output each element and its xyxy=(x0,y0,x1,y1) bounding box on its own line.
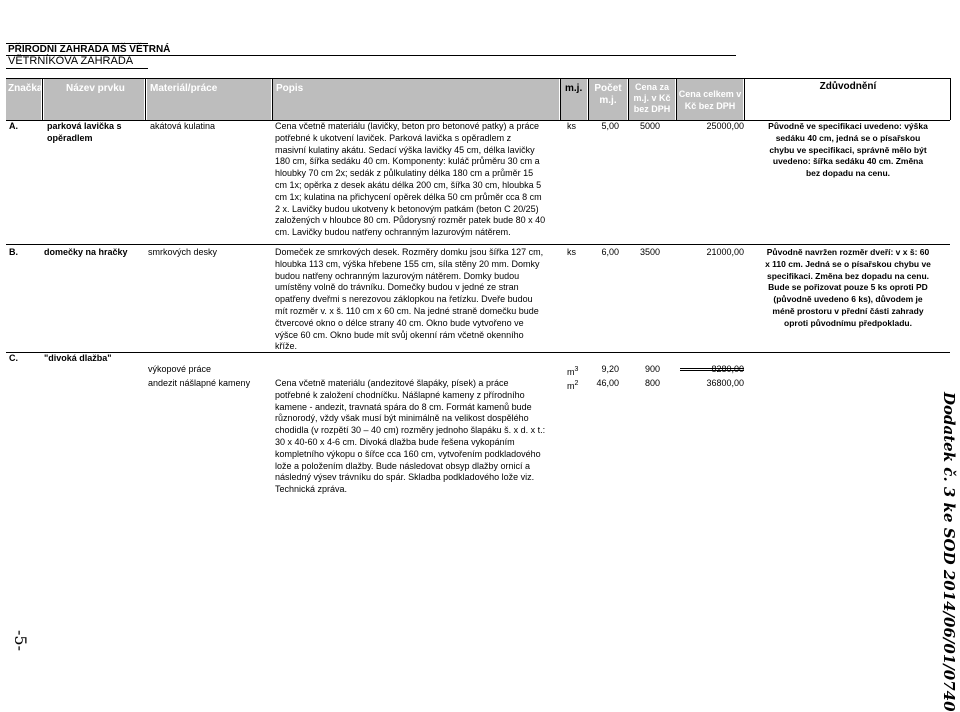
row-b-pocet: 6,00 xyxy=(601,247,619,257)
row-c2-mj: $m^2$ xyxy=(567,380,579,391)
row-b-mj: ks xyxy=(567,247,576,257)
row-c-nazev: "divoká dlažba" xyxy=(44,353,112,363)
row-c1-material: výkopové práce xyxy=(148,364,212,374)
row-c2-popis: Cena včetně materiálu (andezitové šlapáky, písek) a práce potřebné k založení chodníčku. Nášlapné kameny z přírodního kamene - andezit, travnatá spára do 8 cm. Formát kamenů bude různorodý, vždy však musí být minimálně na velikost dospělého chodidla (v rozpětí 30 – 40 cm) rozměry jednoho šlapáku š. x d. x t.: 30 x 40-60 x 4-6 cm. Divoká dlažba bude řešena vykopáním kompletního výkopu o šířce cca 160 cm, vytvořením podkladového lože a položením dlažby. Bude následovat obsyp dlažby ornicí a následný výsev trávníku do spár. Skladba podkladového lože viz. Technická zpráva. xyxy=(275,378,546,495)
row-c1-cena-za: 900 xyxy=(644,364,660,374)
row-c2-mj-exponent: 2 xyxy=(574,380,579,387)
row-c2-material: andezit nášlapné kameny xyxy=(148,378,251,388)
row-a-nazev: parková lavička s opěradlem xyxy=(47,121,122,143)
col-znacka: Značka xyxy=(8,83,43,94)
row-a-znacka: A. xyxy=(9,121,18,131)
row-b-cena-za: 3500 xyxy=(639,247,660,257)
row-b-nazev: domečky na hračky xyxy=(44,247,128,257)
row-c-znacka: C. xyxy=(9,353,18,363)
row-a-pocet: 5,00 xyxy=(601,121,619,131)
row-a-cena-celkem: 25000,00 xyxy=(706,121,744,131)
handwritten-note: Dodatek č. 3 ke SOD 2014/06/01/0740 xyxy=(940,392,958,712)
row-c1-pocet: 9,20 xyxy=(601,364,619,374)
row-c1-cena-celkem: 8280,00 xyxy=(711,364,744,374)
col-nazev: Název prvku xyxy=(66,83,125,94)
row-a-zduvodneni: Původně ve specifikaci uvedeno: výška sedáku 40 cm, jedná se o písařskou chybu ve specifikaci, správně mělo být uvedeno: šířka sedáku 40 cm. Změna bez dopadu na cenu. xyxy=(768,121,928,179)
row-b-znacka: B. xyxy=(9,247,18,257)
row-b-popis: Domeček ze smrkových desek. Rozměry domku jsou šířka 127 cm, hloubka 113 cm, výška hřebene 155 cm, síla stěny 20 mm. Domky budou natřeny ochranným lazurovým nátěrem. Domky budou umístěny volně do trávníku. Domečky budou v jedné ze stran opatřeny dveřmi s nerezovou záklopkou na řetízku. Dveře budou mít rozměr v. x š. 110 cm x 60 cm. Na jedné straně domečku bude čtvercové okno o délce strany 40 cm. Okno bude vytvořeno ve výšce 60 cm. Okno bude mít svůj okenní rám včetně okenního kříže. xyxy=(275,247,544,352)
title-line-2: VĚTRNÍKOVA ZAHRADA xyxy=(8,55,134,67)
col-material: Materiál/práce xyxy=(150,83,218,94)
page-mark: -5- xyxy=(11,630,30,651)
row-c2-cena-za: 800 xyxy=(644,378,660,388)
row-a-popis: Cena včetně materiálu (lavičky, beton pro betonové patky) a práce potřebné k ukotvení laviček. Parková lavička s opěradlem z masivní kulatiny akátu. Sedací výška lavičky 45 cm, délka lavičky 180 cm, šířka sedáku 40 cm. Komponenty: kuláč průměru 30 cm a hloubky 70 cm 2x; sedák z půlkulatiny délka 180 cm a průměr 15 cm 1x; opěrka z desek akátu délka 200 cm, šířka 30 cm, hloubka 5 cm 1x; kulatina na přichycení opěrek délka 50 cm průměr cca 8 cm 2 x. Lavičky budou ukotveny k betonovým patkám (beton C 20/25) založených v hloubce 80 cm. Půdorysný rozměr patek bude 80 x 40 cm. Lavičky budou natřeny ochranným lazurovým nátěrem. xyxy=(275,121,546,238)
row-c1-mj: $m^3$ xyxy=(567,366,579,377)
row-b-zduvodneni: Původně navržen rozměr dveří: v x š: 60 x 110 cm. Jedná se o písařskou chybu ve specifikaci. Změna bez dopadu na cenu. Bude se pořizovat pouze 5 ks oproti PD (původně uvedeno 6 ks), důvodem je méně prostoru v přední části zahrady oproti původnímu předpokladu. xyxy=(765,247,931,328)
row-a-material: akátová kulatina xyxy=(150,121,216,131)
row-b-material: smrkových desky xyxy=(148,247,218,257)
row-c1-mj-exponent: 3 xyxy=(574,366,579,373)
col-cena-za: Cena za m.j. v Kč bez DPH xyxy=(633,82,671,114)
col-pocet: Počet m.j. xyxy=(594,83,622,106)
row-c2-pocet: 46,00 xyxy=(596,378,619,388)
col-popis: Popis xyxy=(276,83,304,94)
row-a-cena-za: 5000 xyxy=(639,121,660,131)
row-a-mj: ks xyxy=(567,121,576,131)
col-cena-celkem: Cena celkem v Kč bez DPH xyxy=(678,89,742,111)
title-line-1: PŘÍRODNÍ ZAHRADA MŠ VĚTRNÁ xyxy=(8,44,171,55)
row-c2-cena-celkem: 36800,00 xyxy=(706,378,744,388)
col-mj: m.j. xyxy=(565,83,583,94)
row-b-cena-celkem: 21000,00 xyxy=(706,247,744,257)
col-zduvodneni: Zdůvodnění xyxy=(819,81,877,92)
